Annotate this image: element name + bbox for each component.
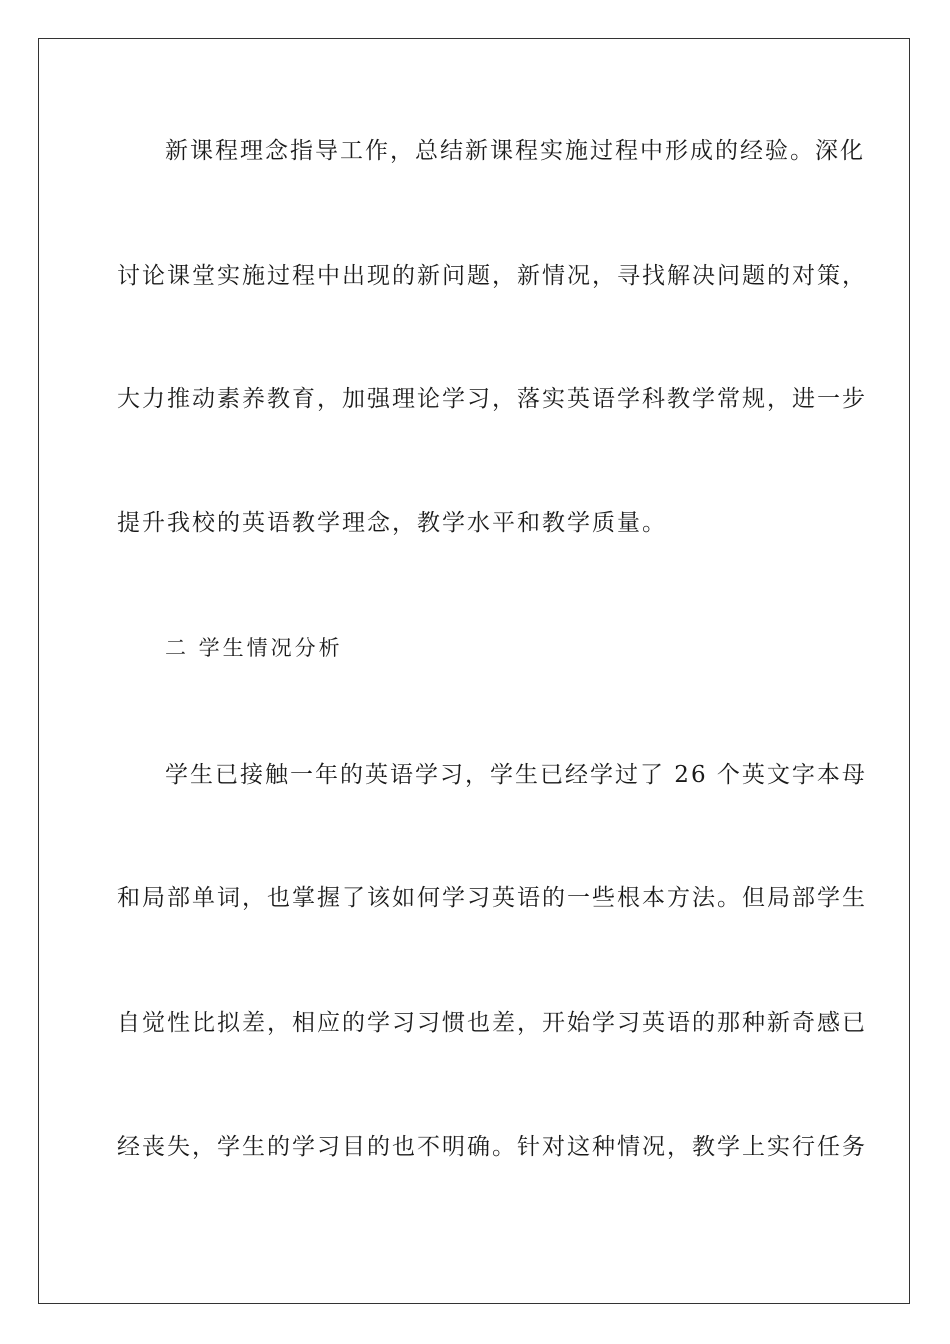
section-heading: 二 学生情况分析	[165, 636, 343, 660]
paragraph-2-line-3: 自觉性比拟差，相应的学习习惯也差，开始学习英语的那种新奇感已	[117, 1010, 867, 1036]
paragraph-1-line-1: 新课程理念指导工作，总结新课程实施过程中形成的经验。深化	[165, 138, 865, 164]
paragraph-1-line-2: 讨论课堂实施过程中出现的新问题，新情况，寻找解决问题的对策，	[117, 263, 867, 289]
paragraph-2-line-1: 学生已接触一年的英语学习，学生已经学过了 26 个英文字本母	[165, 762, 867, 788]
paragraph-2-line-4: 经丧失，学生的学习目的也不明确。针对这种情况，教学上实行任务	[117, 1134, 867, 1160]
paragraph-1-line-4: 提升我校的英语教学理念，教学水平和教学质量。	[117, 510, 667, 536]
paragraph-2-line-2: 和局部单词，也掌握了该如何学习英语的一些根本方法。但局部学生	[117, 885, 867, 911]
paragraph-1-line-3: 大力推动素养教育，加强理论学习，落实英语学科教学常规，进一步	[117, 386, 867, 412]
page-border	[38, 38, 910, 1304]
